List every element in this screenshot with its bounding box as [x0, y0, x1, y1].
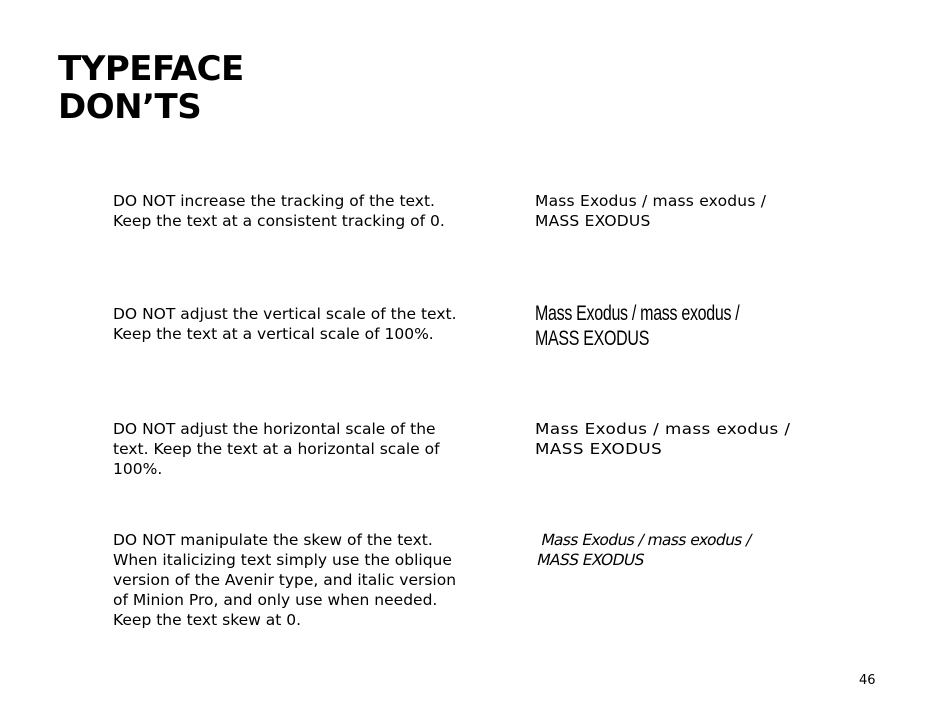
sample-tracking [535, 191, 766, 231]
rule-line: text. Keep the text at a horizontal scale of [113, 440, 440, 458]
rule-line: version of the Avenir type, and italic version [113, 571, 457, 589]
rule-line: Keep the text skew at 0. [113, 611, 302, 629]
sample-line: Mass Exodus / mass exodus / [535, 303, 740, 326]
sample-line: MASS EXODUS [535, 212, 651, 230]
sample-line: MASS EXODUS [535, 551, 646, 569]
rule-vertical-scale [113, 304, 513, 344]
rule-line: DO NOT adjust the horizontal scale of the [113, 420, 436, 438]
sample-line: MASS EXODUS [535, 440, 663, 458]
rule-line: When italicizing text simply use the oblique [113, 551, 452, 569]
sample-line: Mass Exodus / mass exodus / [535, 420, 791, 438]
rule-skew [113, 530, 513, 630]
page-number: 46 [859, 673, 876, 688]
sample-line: Mass Exodus / mass exodus / [535, 192, 767, 210]
rule-line: Keep the text at a consistent tracking of 0. [113, 212, 445, 230]
rule-horizontal-scale [113, 419, 513, 479]
title-line-1: TYPEFACE [58, 49, 244, 89]
title-line-2: DON’TS [58, 87, 202, 127]
sample-vertical-scale [535, 302, 739, 351]
sample-line: MASS EXODUS [535, 328, 650, 351]
rule-line: Keep the text at a vertical scale of 100%. [113, 325, 434, 343]
rule-tracking [113, 191, 513, 231]
rule-line: DO NOT increase the tracking of the text. [113, 192, 435, 210]
sample-horizontal-scale [535, 419, 790, 459]
rule-line: of Minion Pro, and only use when needed. [113, 591, 438, 609]
sample-line: Mass Exodus / mass exodus / [539, 531, 753, 549]
sample-skew [535, 530, 753, 570]
rule-line: DO NOT adjust the vertical scale of the text. [113, 305, 457, 323]
rule-line: 100%. [113, 460, 163, 478]
page-title [58, 50, 244, 126]
rule-line: DO NOT manipulate the skew of the text. [113, 531, 433, 549]
